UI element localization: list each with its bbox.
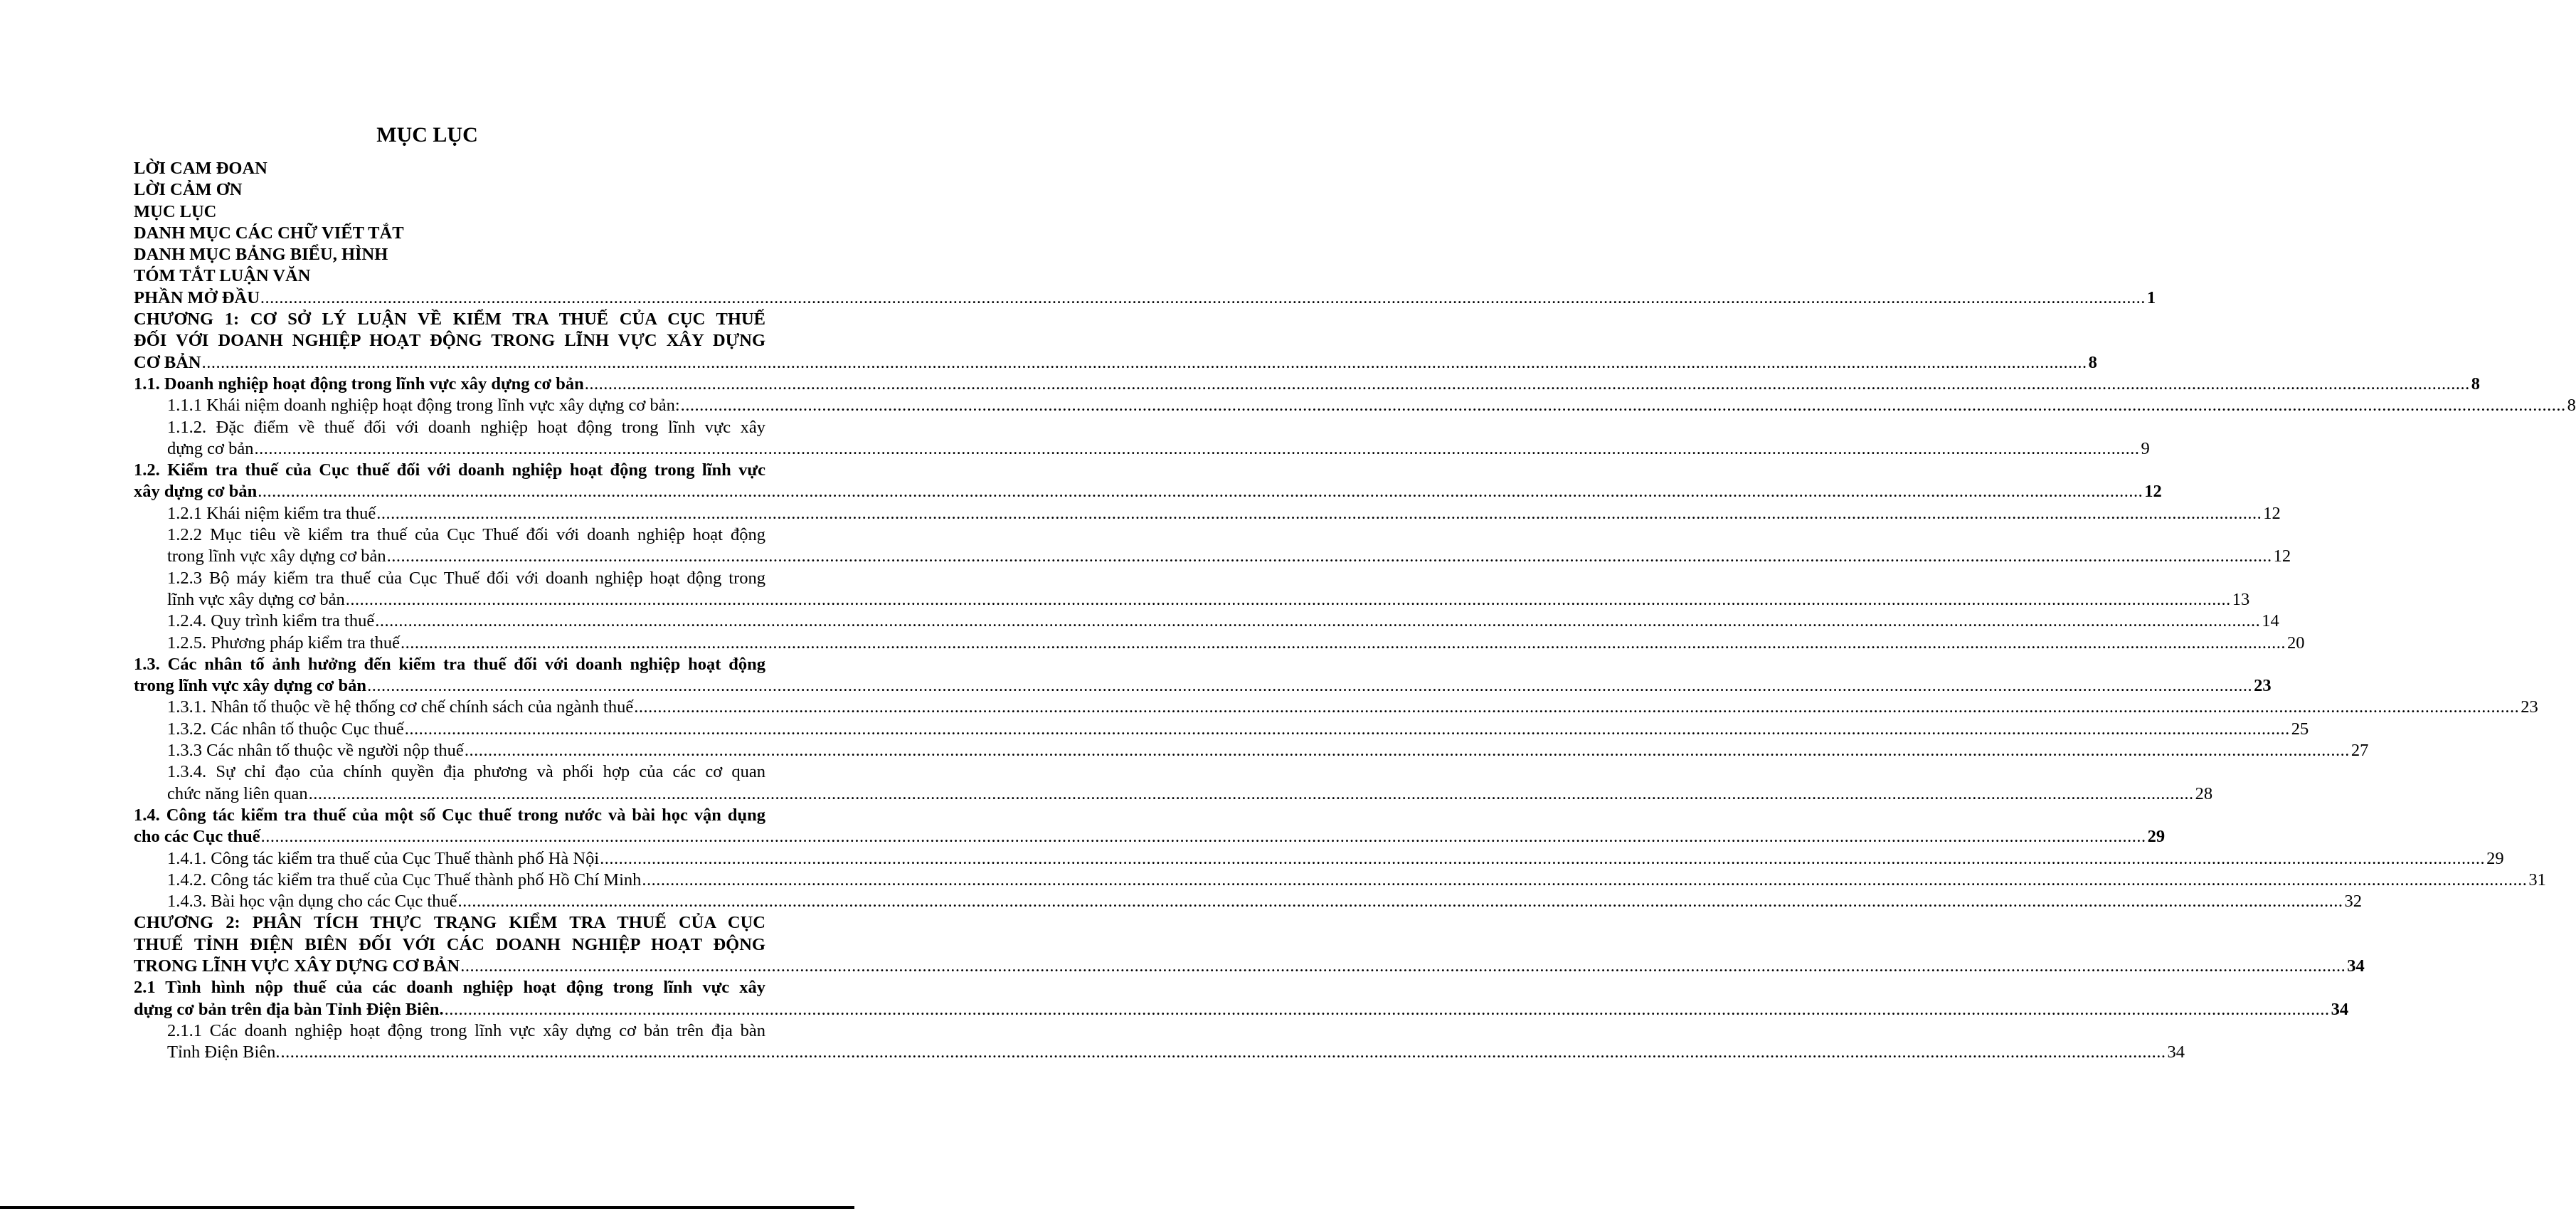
- toc-entry: [134, 460, 2162, 503]
- toc-page-number: 12: [2144, 482, 2162, 502]
- toc-entry-title: PHẦN MỞ ĐẦU: [134, 287, 260, 307]
- toc-entry: [134, 805, 2166, 848]
- toc-page-number: 27: [2350, 741, 2369, 761]
- toc-entry-title: MỤC LỤC: [134, 201, 217, 221]
- toc-entry: [134, 1020, 2185, 1064]
- toc-entry-title: DANH MỤC CÁC CHỮ VIẾT TẮT: [134, 223, 404, 243]
- toc-page-number: 12: [2273, 547, 2291, 566]
- toc-entry: [134, 374, 2480, 395]
- toc-entry-title-line: 1.3. Các nhân tố ảnh hưởng đến kiểm tra thuế đối với doanh nghiệp hoạt động: [134, 654, 765, 674]
- toc-entry: [134, 719, 2309, 740]
- toc-entry: [134, 611, 2279, 632]
- toc-entry: [134, 524, 2291, 568]
- toc-entry-title: DANH MỤC BẢNG BIỂU, HÌNH: [134, 245, 388, 265]
- dot-leader: ................................................................................................................................................................................................................................................................................................................................................................................................................: [457, 892, 2343, 912]
- dot-leader: ................................................................................................................................................................................................................................................................................................................................................................................................................: [345, 589, 2231, 609]
- toc-entry-title: dựng cơ bản: [167, 438, 254, 458]
- toc-entry-title-line: 2.1.1 Các doanh nghiệp hoạt động trong lĩnh vực xây dựng cơ bản trên địa bàn: [167, 1020, 765, 1040]
- toc-entry-title-line: ĐỐI VỚI DOANH NGHIỆP HOẠT ĐỘNG TRONG LĨNH VỰC XÂY DỰNG: [134, 331, 765, 351]
- toc-entry: [134, 891, 2363, 912]
- dot-leader: ................................................................................................................................................................................................................................................................................................................................................................................................................: [460, 956, 2346, 976]
- toc-entry: [134, 223, 765, 244]
- page-title: MỤC LỤC: [376, 123, 478, 147]
- page-edge-line: [0, 1206, 854, 1209]
- dot-leader: ................................................................................................................................................................................................................................................................................................................................................................................................................: [260, 827, 2146, 847]
- toc-entry-title: 1.2.4. Quy trình kiểm tra thuế: [167, 611, 375, 631]
- toc-page-number: 8: [2567, 396, 2576, 416]
- dot-leader: ................................................................................................................................................................................................................................................................................................................................................................................................................: [584, 374, 2470, 394]
- toc-entry-title-line: 1.4. Công tác kiểm tra thuế của một số Cục thuế trong nước và bài học vận dụng: [134, 805, 765, 825]
- toc-entry-title: dựng cơ bản trên địa bàn Tỉnh Điện Biên.: [134, 999, 444, 1019]
- toc-entry: [134, 977, 2349, 1020]
- toc-page-number: 8: [2471, 374, 2480, 394]
- dot-leader: ................................................................................................................................................................................................................................................................................................................................................................................................................: [375, 611, 2261, 631]
- toc-entry-title: 1.4.1. Công tác kiểm tra thuế của Cục Thuế thành phố Hà Nội: [167, 848, 600, 868]
- toc-entry-title: chức năng liên quan: [167, 783, 308, 803]
- toc-entry: [134, 503, 2281, 524]
- toc-entry-title: TÓM TẮT LUẬN VĂN: [134, 266, 311, 286]
- toc-entry: [134, 201, 765, 223]
- toc-page-number: 31: [2528, 870, 2546, 889]
- toc-entry: [134, 265, 765, 287]
- toc-entry: [134, 697, 2538, 718]
- toc-page-number: 14: [2262, 611, 2279, 631]
- toc-entry-title-line: THUẾ TỈNH ĐIỆN BIÊN ĐỐI VỚI CÁC DOANH NGHIỆP HOẠT ĐỘNG: [134, 934, 765, 954]
- toc-page-number: 34: [2331, 999, 2349, 1019]
- toc-entry-title-line: 1.2.2 Mục tiêu về kiểm tra thuế của Cục Thuế đối với doanh nghiệp hoạt động: [167, 525, 765, 545]
- toc-entry-title: trong lĩnh vực xây dựng cơ bản: [134, 676, 367, 696]
- toc-page-number: 1: [2146, 287, 2156, 307]
- toc-entry-title: trong lĩnh vực xây dựng cơ bản: [167, 547, 386, 566]
- toc-entry-title: cho các Cục thuế: [134, 827, 260, 847]
- dot-leader: ................................................................................................................................................................................................................................................................................................................................................................................................................: [260, 287, 2146, 307]
- toc-page-number: 8: [2088, 352, 2097, 372]
- toc-page-number: 32: [2344, 892, 2363, 912]
- dot-leader: ................................................................................................................................................................................................................................................................................................................................................................................................................: [367, 676, 2253, 696]
- toc-entry: [134, 912, 2365, 977]
- toc-entry-title: CƠ BẢN: [134, 352, 201, 372]
- toc-entry: [134, 568, 2250, 611]
- dot-leader: ................................................................................................................................................................................................................................................................................................................................................................................................................: [308, 783, 2194, 803]
- dot-leader: ................................................................................................................................................................................................................................................................................................................................................................................................................: [201, 352, 2087, 372]
- toc-entry-title-line: CHƯƠNG 2: PHÂN TÍCH THỰC TRẠNG KIỂM TRA THUẾ CỦA CỤC: [134, 913, 765, 933]
- toc-entry-title: 1.1.1 Khái niệm doanh nghiệp hoạt động trong lĩnh vực xây dựng cơ bản:: [167, 396, 680, 416]
- toc-entry-title: 1.1. Doanh nghiệp hoạt động trong lĩnh vực xây dựng cơ bản: [134, 374, 584, 394]
- toc-page-number: 23: [2521, 697, 2538, 717]
- dot-leader: ................................................................................................................................................................................................................................................................................................................................................................................................................: [376, 503, 2262, 523]
- dot-leader: ................................................................................................................................................................................................................................................................................................................................................................................................................: [280, 1042, 2166, 1062]
- dot-leader: ................................................................................................................................................................................................................................................................................................................................................................................................................: [680, 396, 2566, 416]
- toc-page-number: 34: [2167, 1042, 2185, 1062]
- toc-entry: [134, 654, 2272, 697]
- dot-leader: ................................................................................................................................................................................................................................................................................................................................................................................................................: [634, 697, 2520, 717]
- toc-entry-title-line: CHƯƠNG 1: CƠ SỞ LÝ LUẬN VỀ KIỂM TRA THUẾ CỦA CỤC THUẾ: [134, 310, 765, 329]
- dot-leader: ................................................................................................................................................................................................................................................................................................................................................................................................................: [464, 741, 2350, 761]
- toc-entry-title: 1.3.1. Nhân tố thuộc về hệ thống cơ chế chính sách của ngành thuế: [167, 697, 634, 717]
- toc-entry: [134, 309, 2097, 374]
- dot-leader: ................................................................................................................................................................................................................................................................................................................................................................................................................: [444, 999, 2330, 1019]
- toc-entry: [134, 244, 765, 265]
- table-of-contents: [134, 158, 2576, 1063]
- toc-entry-title: lĩnh vực xây dựng cơ bản: [167, 589, 345, 609]
- toc-page-number: 29: [2147, 827, 2166, 847]
- toc-entry-title: 1.2.5. Phương pháp kiểm tra thuế: [167, 633, 400, 653]
- dot-leader: ................................................................................................................................................................................................................................................................................................................................................................................................................: [600, 848, 2486, 868]
- dot-leader: ................................................................................................................................................................................................................................................................................................................................................................................................................: [254, 438, 2140, 458]
- toc-entry-title: 1.2.1 Khái niệm kiểm tra thuế: [167, 503, 376, 523]
- toc-entry-title: xây dựng cơ bản: [134, 482, 258, 502]
- toc-entry: [134, 417, 2150, 460]
- dot-leader: ................................................................................................................................................................................................................................................................................................................................................................................................................: [642, 870, 2528, 889]
- toc-entry-title: Tỉnh Điện Biên.: [167, 1042, 280, 1062]
- toc-entry-title-line: 1.1.2. Đặc điểm về thuế đối với doanh nghiệp hoạt động trong lĩnh vực xây: [167, 417, 765, 437]
- toc-entry: [134, 740, 2369, 761]
- dot-leader: ................................................................................................................................................................................................................................................................................................................................................................................................................: [386, 547, 2272, 566]
- toc-entry: [134, 158, 765, 179]
- toc-entry: [134, 633, 2305, 654]
- toc-entry-title: 1.4.3. Bài học vận dụng cho các Cục thuế: [167, 892, 457, 912]
- toc-page-number: 25: [2291, 719, 2309, 739]
- toc-page-number: 34: [2347, 956, 2365, 976]
- toc-page-number: 29: [2486, 848, 2504, 868]
- toc-entry-title-line: 1.3.4. Sự chỉ đạo của chính quyền địa phương và phối hợp của các cơ quan: [167, 762, 765, 782]
- toc-entry: [134, 179, 765, 201]
- toc-entry: [134, 287, 2156, 309]
- toc-entry-title: LỜI CAM ĐOAN: [134, 159, 267, 178]
- toc-entry-title-line: 1.2. Kiểm tra thuế của Cục thuế đối với doanh nghiệp hoạt động trong lĩnh vực: [134, 460, 765, 480]
- toc-entry-title: 1.4.2. Công tác kiểm tra thuế của Cục Thuế thành phố Hồ Chí Minh: [167, 870, 642, 889]
- toc-page-number: 12: [2263, 503, 2281, 523]
- toc-entry-title: 1.3.2. Các nhân tố thuộc Cục thuế: [167, 719, 404, 739]
- toc-entry-title: 1.3.3 Các nhân tố thuộc về người nộp thuế: [167, 741, 464, 761]
- toc-entry-title: LỜI CẢM ƠN: [134, 180, 243, 200]
- dot-leader: ................................................................................................................................................................................................................................................................................................................................................................................................................: [401, 633, 2286, 653]
- dot-leader: ................................................................................................................................................................................................................................................................................................................................................................................................................: [258, 482, 2143, 502]
- toc-page-number: 28: [2195, 783, 2213, 803]
- toc-entry-title-line: 2.1 Tình hình nộp thuế của các doanh nghiệp hoạt động trong lĩnh vực xây: [134, 978, 765, 998]
- toc-page-number: 23: [2254, 676, 2272, 696]
- dot-leader: ................................................................................................................................................................................................................................................................................................................................................................................................................: [404, 719, 2290, 739]
- toc-entry-title-line: 1.2.3 Bộ máy kiểm tra thuế của Cục Thuế đối với doanh nghiệp hoạt động trong: [167, 568, 765, 588]
- toc-page-number: 9: [2141, 438, 2150, 458]
- toc-entry-title: TRONG LĨNH VỰC XÂY DỰNG CƠ BẢN: [134, 956, 460, 976]
- toc-entry: [134, 761, 2213, 805]
- toc-entry: [134, 395, 2576, 416]
- toc-entry: [134, 870, 2546, 891]
- toc-page-number: 20: [2287, 633, 2305, 653]
- toc-page-number: 13: [2232, 589, 2250, 609]
- toc-entry: [134, 848, 2504, 870]
